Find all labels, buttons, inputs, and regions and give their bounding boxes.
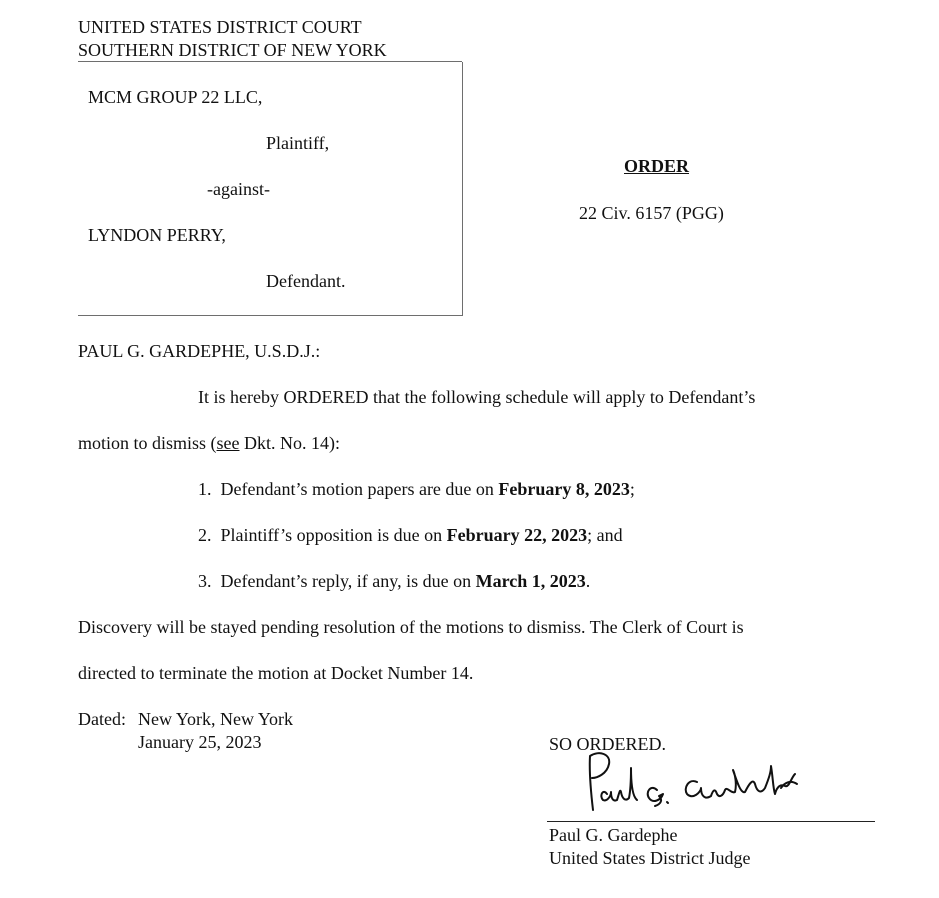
order-title: ORDER: [624, 156, 690, 176]
dated-place: New York, New York: [138, 709, 294, 729]
plaintiff-name: MCM GROUP 22 LLC,: [88, 87, 263, 107]
defendant-name: LYNDON PERRY,: [88, 225, 226, 245]
judge-title: United States District Judge: [549, 848, 751, 868]
court-name-line1: UNITED STATES DISTRICT COURT: [78, 17, 362, 37]
judge-name: Paul G. Gardephe: [549, 825, 678, 845]
order-paragraph-line2: motion to dismiss (see Dkt. No. 14):: [78, 433, 340, 453]
schedule-item: 1. Defendant’s motion papers are due on February 8, 2023;: [198, 479, 635, 499]
case-number: 22 Civ. 6157 (PGG): [579, 203, 724, 223]
court-name-line2: SOUTHERN DISTRICT OF NEW YORK: [78, 40, 387, 60]
judge-intro: PAUL G. GARDEPHE, U.S.D.J.:: [78, 341, 321, 361]
schedule-item: 3. Defendant’s reply, if any, is due on March 1, 2023.: [198, 571, 591, 591]
so-ordered: SO ORDERED.: [549, 734, 667, 754]
schedule-item: 2. Plaintiff’s opposition is due on February 22, 2023; and: [198, 525, 623, 545]
deadline-date: February 8, 2023: [498, 479, 630, 499]
see-signal: see: [216, 433, 240, 453]
plaintiff-role: Plaintiff,: [266, 133, 330, 153]
signature-line: [547, 821, 875, 822]
dated-date: January 25, 2023: [138, 732, 262, 752]
versus-label: -against-: [207, 179, 270, 199]
deadline-date: February 22, 2023: [446, 525, 588, 545]
defendant-role: Defendant.: [266, 271, 346, 291]
handwritten-signature: [585, 748, 815, 816]
discovery-paragraph-line1: Discovery will be stayed pending resolution of the motions to dismiss. The Clerk of Court is: [78, 617, 744, 637]
order-paragraph-line1: It is hereby ORDERED that the following schedule will apply to Defendant’s: [198, 387, 756, 407]
deadline-date: March 1, 2023: [475, 571, 586, 591]
dated-label: Dated:: [78, 709, 126, 729]
discovery-paragraph-line2: directed to terminate the motion at Docket Number 14.: [78, 663, 474, 683]
